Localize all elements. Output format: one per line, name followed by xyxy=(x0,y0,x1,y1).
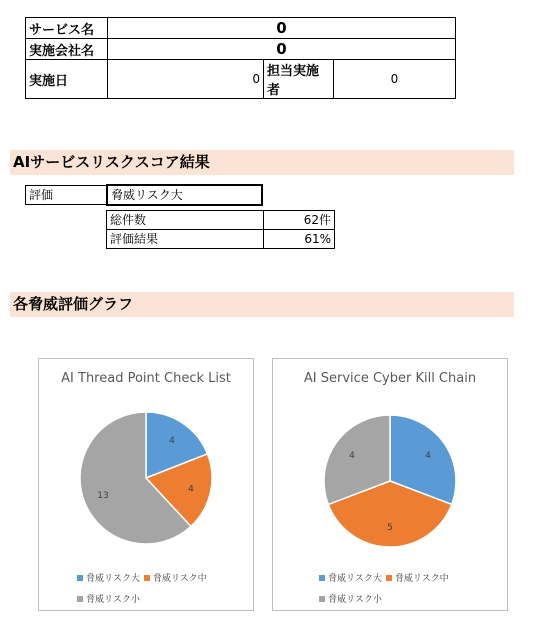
service-name-label: サービス名 xyxy=(26,18,108,39)
result-value: 61% xyxy=(263,229,335,249)
legend-label: 脅威リスク大 xyxy=(328,574,382,584)
chart-legend xyxy=(77,571,247,605)
legend-item-medium xyxy=(144,571,207,584)
date-value: 0 xyxy=(108,60,264,99)
person-label: 担当実施者 xyxy=(264,60,334,99)
info-table xyxy=(25,17,456,99)
result-label: 評価結果 xyxy=(106,229,264,249)
legend-item-small xyxy=(77,592,140,605)
chart-cyber-kill-chain xyxy=(272,358,508,611)
service-name-value: 0 xyxy=(108,18,456,39)
score-section-title: AIサービスリスクスコア結果 xyxy=(10,150,514,175)
legend-swatch xyxy=(319,575,325,581)
legend-swatch xyxy=(77,575,83,581)
legend-item-large xyxy=(77,571,140,584)
chart-title: AI Service Cyber Kill Chain xyxy=(303,371,477,386)
chart-title: AI Thread Point Check List xyxy=(61,371,231,386)
total-label: 総件数 xyxy=(106,210,264,230)
total-value: 62件 xyxy=(263,210,335,230)
date-label: 実施日 xyxy=(26,60,108,99)
legend-label: 脅威リスク中 xyxy=(152,574,207,584)
legend-label: 脅威リスク小 xyxy=(86,595,140,605)
legend-swatch xyxy=(144,575,150,581)
data-label: 5 xyxy=(387,523,393,534)
legend-swatch xyxy=(319,596,325,602)
legend-label: 脅威リスク小 xyxy=(328,595,382,605)
legend-item-small xyxy=(319,592,382,605)
data-label: 4 xyxy=(349,450,355,461)
graph-section-title: 各脅威評価グラフ xyxy=(10,292,514,317)
legend-swatch xyxy=(77,596,83,602)
person-value: 0 xyxy=(334,60,456,99)
data-label: 4 xyxy=(425,450,431,461)
legend-label: 脅威リスク大 xyxy=(86,574,140,584)
company-name-label: 実施会社名 xyxy=(26,39,108,60)
data-label: 4 xyxy=(188,484,194,495)
legend-label: 脅威リスク中 xyxy=(394,574,449,584)
legend-item-large xyxy=(319,571,382,584)
company-name-value: 0 xyxy=(108,39,456,60)
rating-value: 脅威リスク大 xyxy=(106,184,263,206)
data-label: 13 xyxy=(97,490,109,501)
data-label: 4 xyxy=(169,435,175,446)
legend-item-medium xyxy=(386,571,449,584)
chart-thread-point xyxy=(38,358,254,611)
chart-legend xyxy=(319,571,499,605)
legend-swatch xyxy=(386,575,392,581)
rating-label: 評価 xyxy=(25,185,108,205)
